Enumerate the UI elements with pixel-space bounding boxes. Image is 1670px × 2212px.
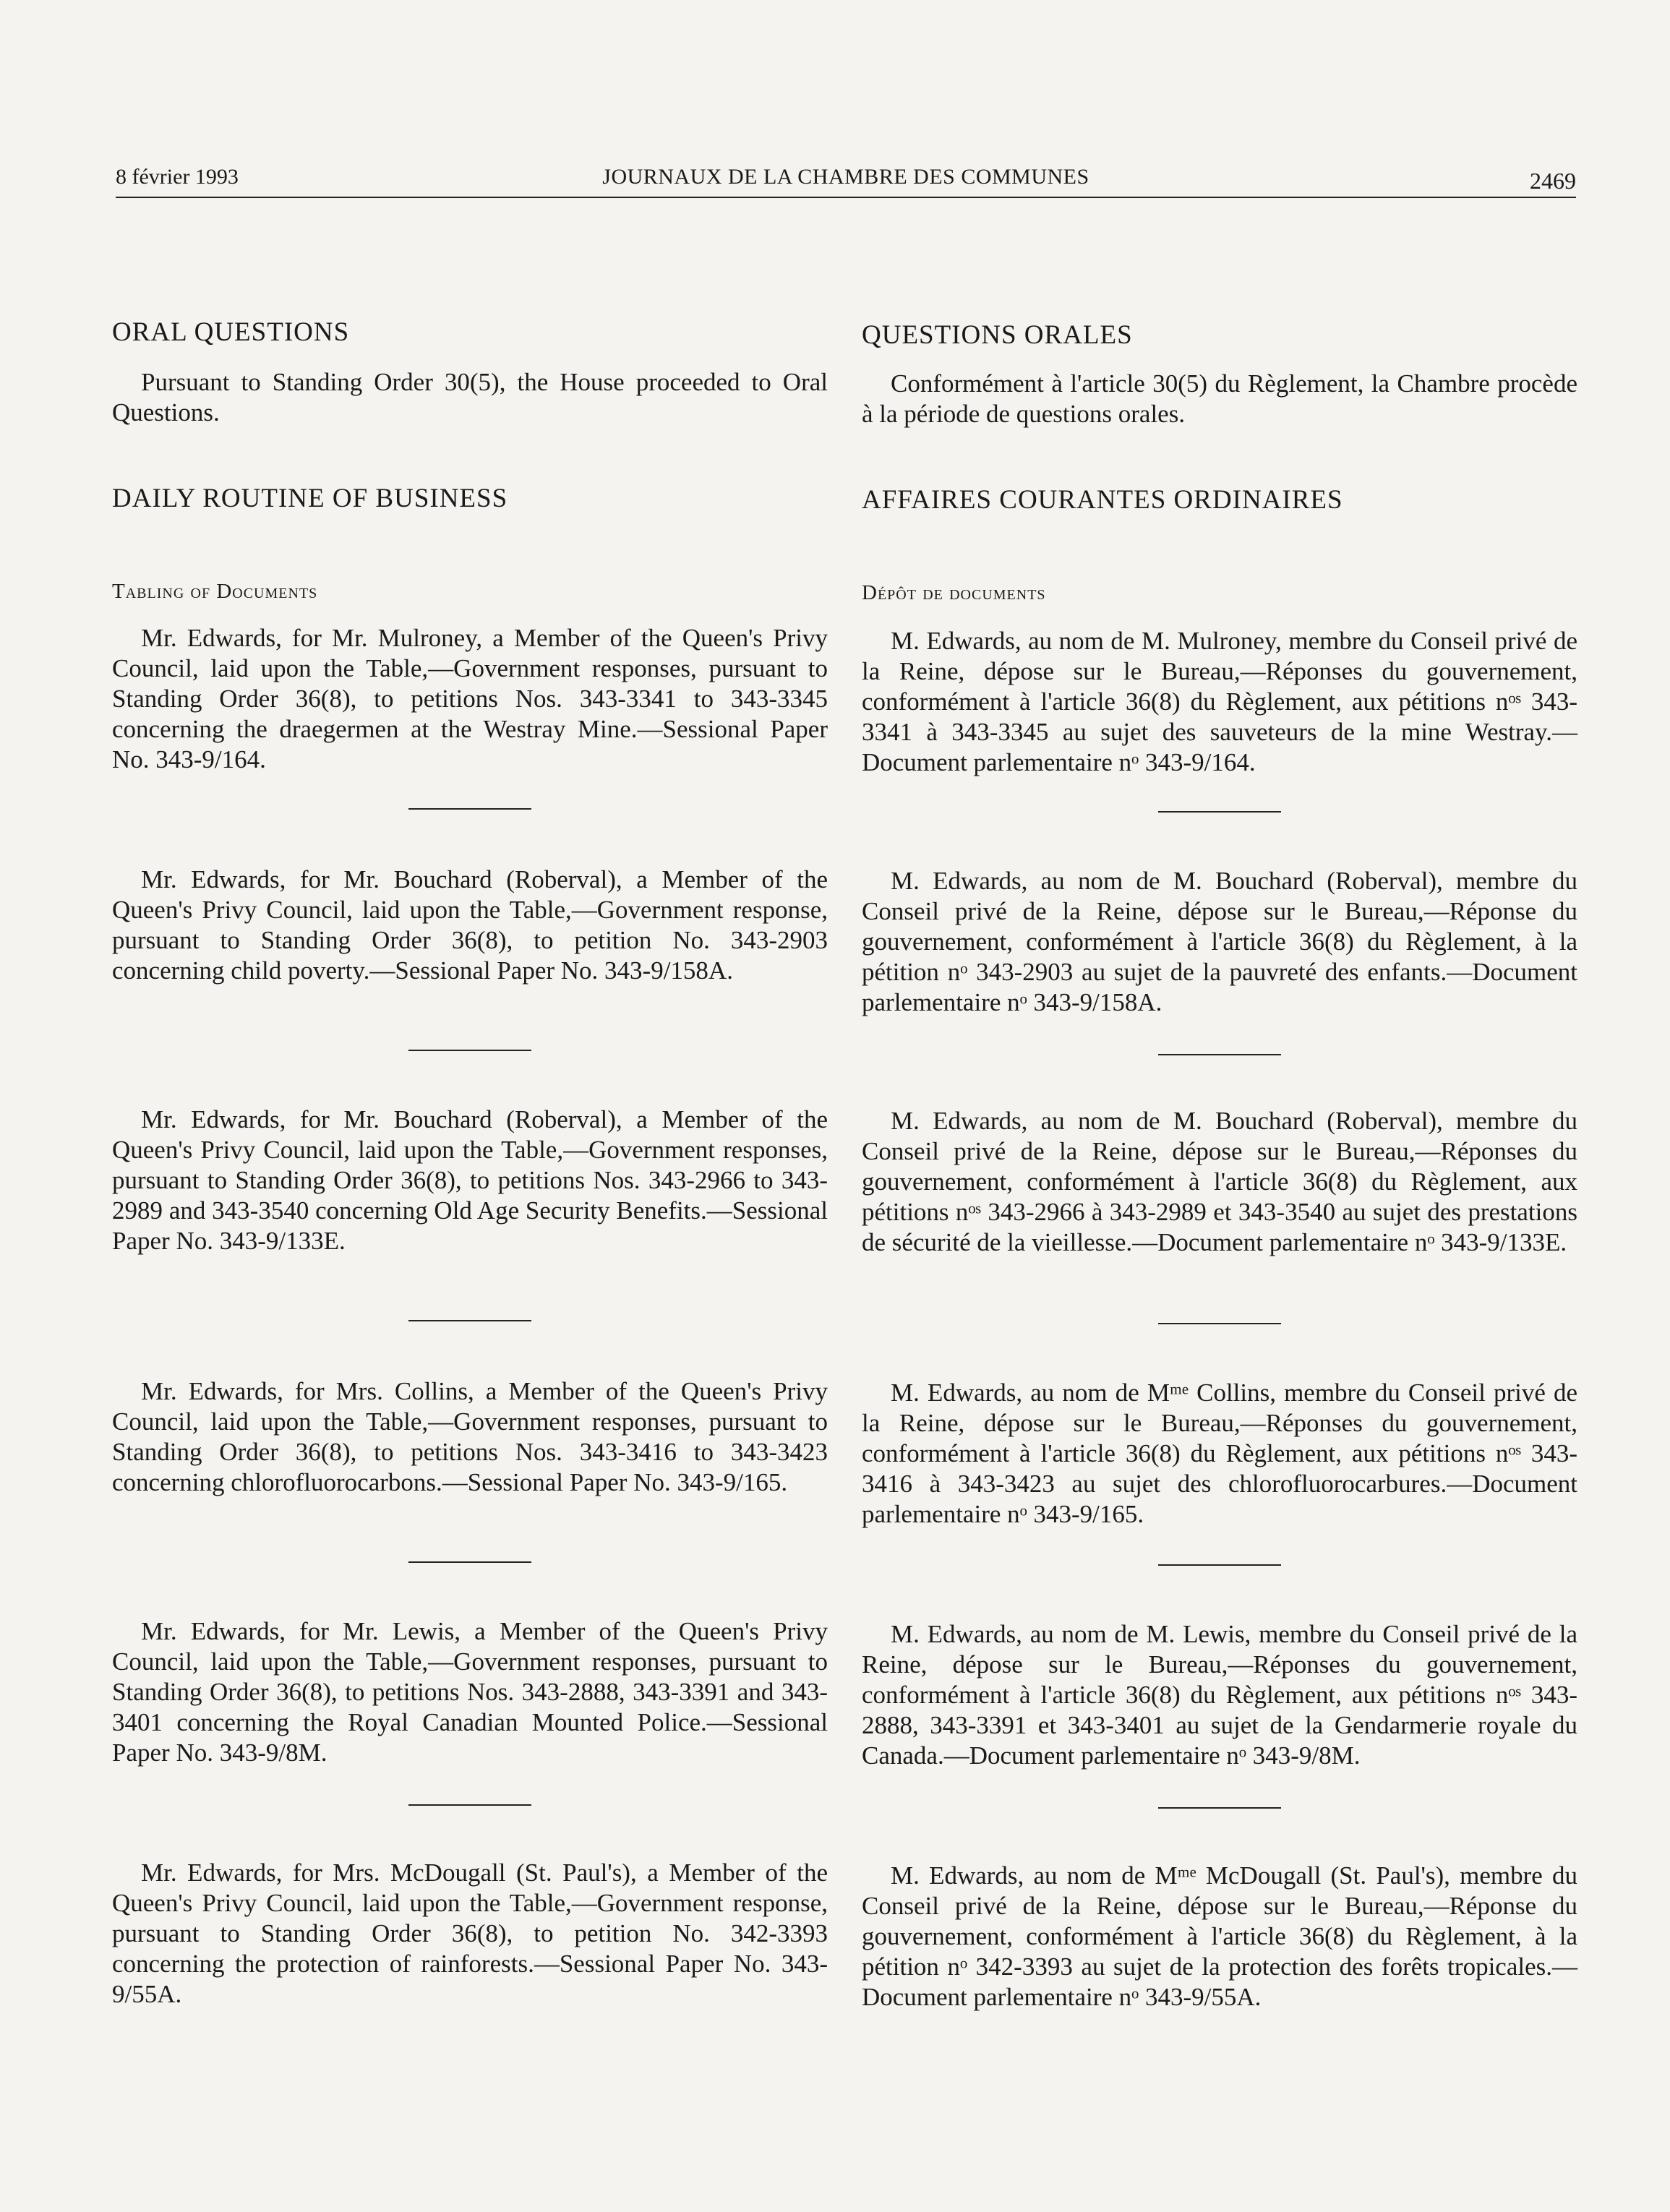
tabling-entry-6: Mr. Edwards, for Mrs. McDougall (St. Paul's), a Member of the Queen's Privy Council, laid upon the Table,—Government response, pursuant to Standing Order 36(8), to petition No. 342-3393 concerning the protection of rainforests.—Sessional Paper No. 343-9/55A. [112, 1859, 828, 2008]
tabling-entry-fr-3: M. Edwards, au nom de M. Bouchard (Roberval), membre du Conseil privé de la Reine, dépose sur le Bureau,—Réponses du gouvernement, conformément à l'article 36(8) du Règlement, aux pétitions nᵒˢ 343-2966 à 343-2989 et 343-3540 au sujet des prestations de sécurité de la vieillesse.—Document parlementaire nᵒ 343-9/133E. [862, 1107, 1577, 1256]
tabling-entry-fr-6: M. Edwards, au nom de Mᵐᵉ McDougall (St. Paul's), membre du Conseil privé de la Reine, dépose sur le Bureau,—Réponse du gouvernement, conformément à l'article 36(8) du Règlement, à la pétition nᵒ 342-3393 au sujet de la protection des forêts tropicales.—Document parlementaire nᵒ 343-9/55A. [862, 1861, 1577, 2011]
separator [408, 808, 531, 810]
separator [408, 1050, 531, 1051]
separator [1158, 1564, 1281, 1566]
separator [408, 1561, 531, 1563]
separator [1158, 1807, 1281, 1809]
page-header [116, 165, 1576, 201]
header-rule [116, 197, 1576, 198]
tabling-entry-3: Mr. Edwards, for Mr. Bouchard (Roberval), a Member of the Queen's Privy Council, laid upon the Table,—Government responses, pursuant to Standing Order 36(8), to petitions Nos. 343-2966 to 343-2989 and 343-3540 concerning Old Age Security Benefits.—Sessional Paper No. 343-9/133E. [112, 1105, 828, 1255]
oral-questions-text-fr: Conformément à l'article 30(5) du Règlement, la Chambre procède à la période de questions orales. [862, 369, 1577, 428]
tabling-entry-fr-2: M. Edwards, au nom de M. Bouchard (Roberval), membre du Conseil privé de la Reine, dépose sur le Bureau,—Réponse du gouvernement, conformément à l'article 36(8) du Règlement, à la pétition nᵒ 343-2903 au sujet de la pauvreté des enfants.—Document parlementaire nᵒ 343-9/158A. [862, 867, 1577, 1016]
tabling-entry-fr-5: M. Edwards, au nom de M. Lewis, membre du Conseil privé de la Reine, dépose sur le Bureau,—Réponses du gouvernement, conformément à l'article 36(8) du Règlement, aux pétitions nᵒˢ 343-2888, 343-3391 et 343-3401 au sujet de la Gendarmerie royale du Canada.—Document parlementaire nᵒ 343-9/8M. [862, 1620, 1577, 1770]
tabling-subtitle-fr: Dépôt de documents [862, 581, 1046, 604]
tabling-entry-fr-1: M. Edwards, au nom de M. Mulroney, membre du Conseil privé de la Reine, dépose sur le Bureau,—Réponses du gouvernement, conformément à l'article 36(8) du Règlement, aux pétitions nᵒˢ 343-3341 à 343-3345 au sujet des sauveteurs de la mine Westray.—Document parlementaire nᵒ 343-9/164. [862, 627, 1577, 776]
tabling-subtitle: Tabling of Documents [112, 580, 318, 603]
header-date: 8 février 1993 [116, 165, 239, 189]
separator [408, 1320, 531, 1321]
separator [1158, 1054, 1281, 1055]
header-journal-title: JOURNAUX DE LA CHAMBRE DES COMMUNES [602, 165, 1089, 189]
tabling-entry-fr-4: M. Edwards, au nom de Mᵐᵉ Collins, membre du Conseil privé de la Reine, dépose sur le Bureau,—Réponses du gouvernement, conformément à l'article 36(8) du Règlement, aux pétitions nᵒˢ 343-3416 à 343-3423 au sujet des chlorofluorocarbures.—Document parlementaire nᵒ 343-9/165. [862, 1379, 1577, 1528]
oral-questions-title: ORAL QUESTIONS [112, 317, 350, 347]
tabling-entry-4: Mr. Edwards, for Mrs. Collins, a Member of the Queen's Privy Council, laid upon the Table,—Government responses, pursuant to Standing Order 36(8), to petitions Nos. 343-3416 to 343-3423 concerning chlorofluorocarbons.—Sessional Paper No. 343-9/165. [112, 1377, 828, 1496]
separator [1158, 811, 1281, 813]
daily-routine-title: DAILY ROUTINE OF BUSINESS [112, 484, 508, 513]
oral-questions-title-fr: QUESTIONS ORALES [862, 320, 1133, 350]
daily-routine-title-fr: AFFAIRES COURANTES ORDINAIRES [862, 485, 1343, 515]
oral-questions-text: Pursuant to Standing Order 30(5), the House proceeded to Oral Questions. [112, 368, 828, 426]
separator [1158, 1323, 1281, 1324]
tabling-entry-2: Mr. Edwards, for Mr. Bouchard (Roberval), a Member of the Queen's Privy Council, laid upon the Table,—Government response, pursuant to Standing Order 36(8), to petition No. 343-2903 concerning child poverty.—Sessional Paper No. 343-9/158A. [112, 865, 828, 985]
page-number: 2469 [1530, 168, 1576, 194]
tabling-entry-1: Mr. Edwards, for Mr. Mulroney, a Member of the Queen's Privy Council, laid upon the Table,—Government responses, pursuant to Standing Order 36(8), to petitions Nos. 343-3341 to 343-3345 concerning the draegermen at the Westray Mine.—Sessional Paper No. 343-9/164. [112, 624, 828, 773]
separator [408, 1804, 531, 1806]
tabling-entry-5: Mr. Edwards, for Mr. Lewis, a Member of the Queen's Privy Council, laid upon the Table,—Government responses, pursuant to Standing Order 36(8), to petitions Nos. 343-2888, 343-3391 and 343-3401 concerning the Royal Canadian Mounted Police.—Sessional Paper No. 343-9/8M. [112, 1617, 828, 1767]
